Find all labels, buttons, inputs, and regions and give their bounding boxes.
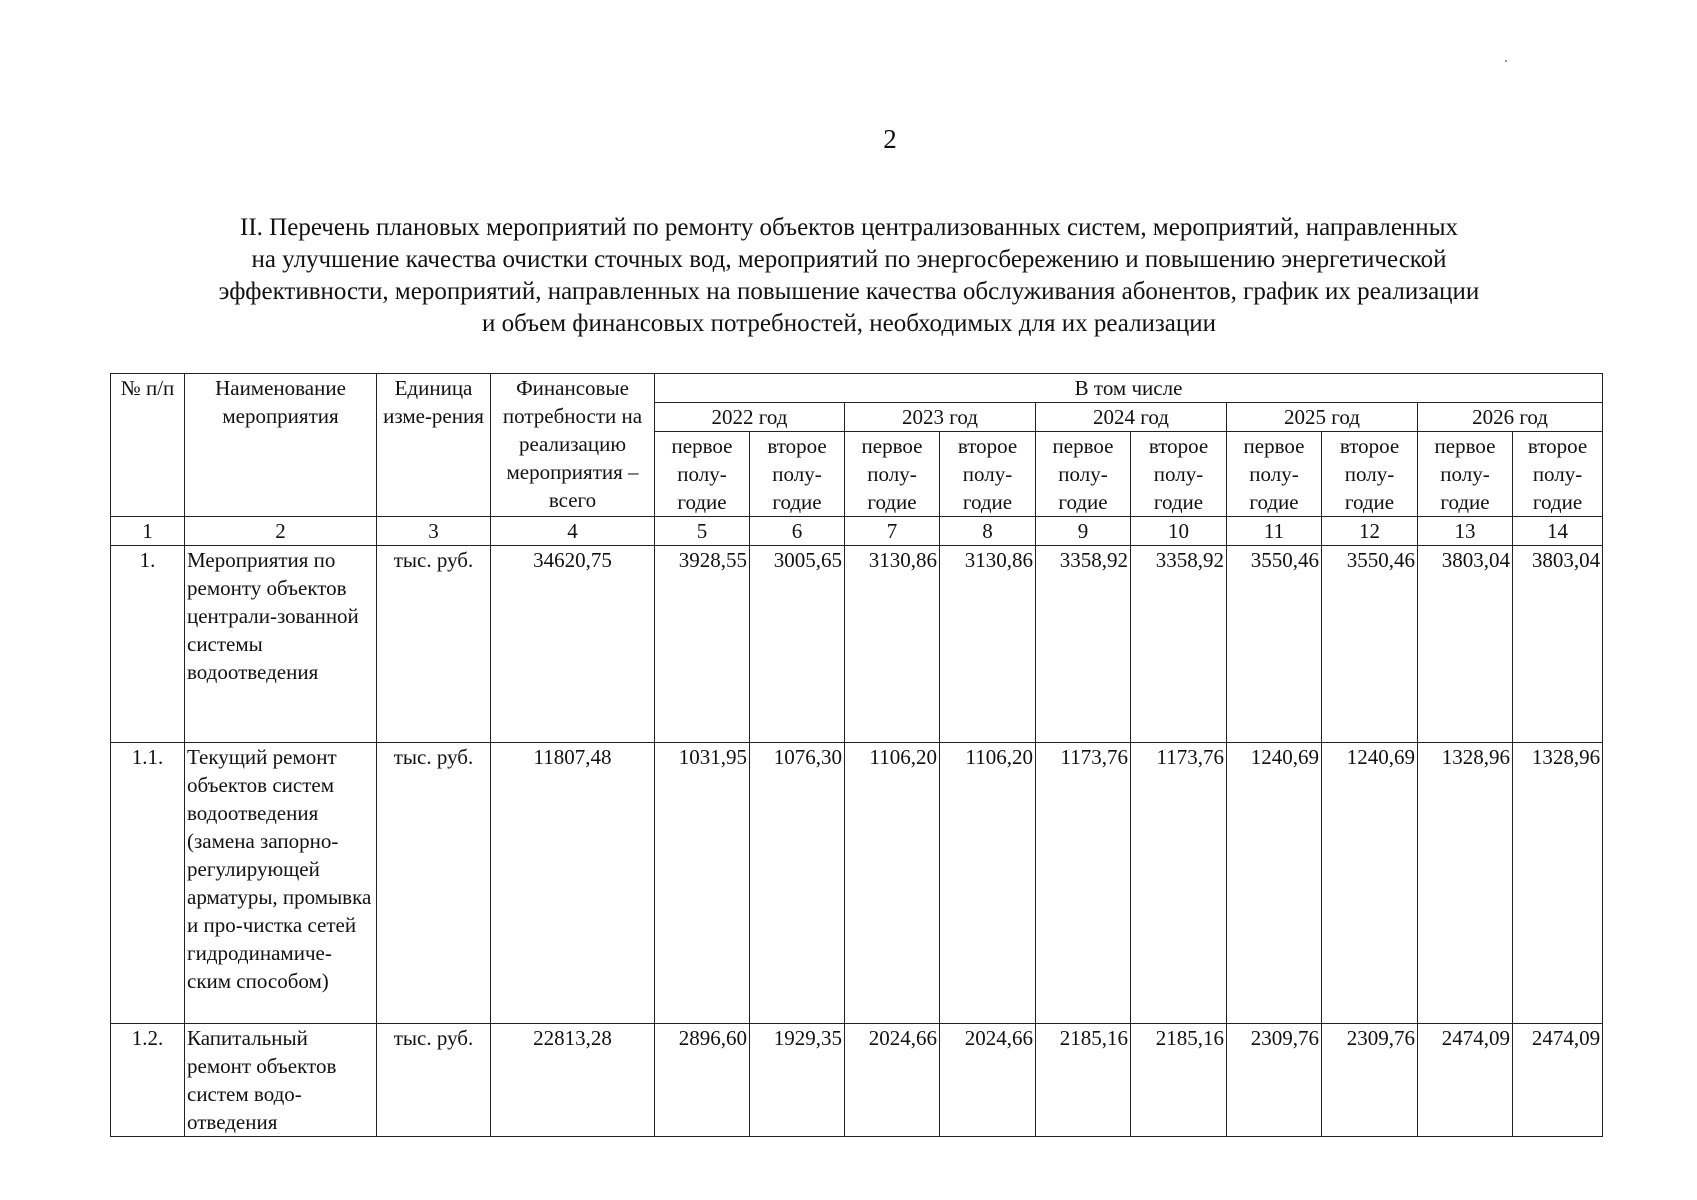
- header-year: 2024 год: [1036, 403, 1227, 432]
- plan-table: [110, 373, 1603, 1137]
- header-total: Финансовые потребности на реализацию мероприятия – всего: [491, 374, 655, 517]
- row-value: 3803,04: [1513, 546, 1603, 743]
- column-number: 14: [1513, 517, 1603, 546]
- column-number: 12: [1322, 517, 1418, 546]
- title-line: на улучшение качества очистки сточных вод, мероприятий по энергосбережению и повышению энергетической: [251, 246, 1447, 273]
- row-value: 2185,16: [1036, 1024, 1131, 1137]
- row-value: 3130,86: [940, 546, 1036, 743]
- header-half-first: первое полу-годие: [655, 432, 750, 517]
- row-value: 3550,46: [1227, 546, 1322, 743]
- row-value: 3358,92: [1131, 546, 1227, 743]
- column-number: 13: [1418, 517, 1513, 546]
- row-value: 2309,76: [1322, 1024, 1418, 1137]
- row-num: 1.: [111, 546, 185, 743]
- row-value: 3130,86: [845, 546, 940, 743]
- column-number: 8: [940, 517, 1036, 546]
- column-number: 7: [845, 517, 940, 546]
- row-total: 11807,48: [491, 743, 655, 1024]
- table-row: [111, 743, 1603, 1024]
- row-value: 1031,95: [655, 743, 750, 1024]
- header-half-first: первое полу-годие: [1418, 432, 1513, 517]
- title-line: эффективности, мероприятий, направленных на повышение качества обслуживания абонентов, график их реализации: [218, 278, 1480, 305]
- document-title: [120, 212, 1578, 340]
- column-number: 10: [1131, 517, 1227, 546]
- column-number: 5: [655, 517, 750, 546]
- row-name: Текущий ремонт объектов систем водоотведения (замена запорно-регулирующей арматуры, промывка и про-чистка сетей гидродинамиче-ским способом): [185, 743, 377, 1024]
- header-name: Наименование мероприятия: [185, 374, 377, 517]
- row-value: 3358,92: [1036, 546, 1131, 743]
- column-number-row: [111, 517, 1603, 546]
- header-half-second: второе полу-годие: [1513, 432, 1603, 517]
- row-value: 2024,66: [940, 1024, 1036, 1137]
- row-name: Капитальный ремонт объектов систем водо-отведения: [185, 1024, 377, 1137]
- table-row: [111, 546, 1603, 743]
- header-unit: Единица изме-рения: [377, 374, 491, 517]
- header-half-first: первое полу-годие: [1227, 432, 1322, 517]
- header-half-first: первое полу-годие: [1036, 432, 1131, 517]
- row-unit: тыс. руб.: [377, 743, 491, 1024]
- row-value: 1929,35: [750, 1024, 845, 1137]
- row-value: 1240,69: [1322, 743, 1418, 1024]
- row-value: 2896,60: [655, 1024, 750, 1137]
- header-half-second: второе полу-годие: [750, 432, 845, 517]
- row-value: 2474,09: [1418, 1024, 1513, 1137]
- row-value: 1106,20: [940, 743, 1036, 1024]
- row-value: 2024,66: [845, 1024, 940, 1137]
- row-value: 2474,09: [1513, 1024, 1603, 1137]
- header-year: 2023 год: [845, 403, 1036, 432]
- table-row: [111, 1024, 1603, 1137]
- column-number: 9: [1036, 517, 1131, 546]
- column-number: 11: [1227, 517, 1322, 546]
- column-number: 3: [377, 517, 491, 546]
- row-total: 34620,75: [491, 546, 655, 743]
- row-value: 1328,96: [1418, 743, 1513, 1024]
- row-value: 3803,04: [1418, 546, 1513, 743]
- row-unit: тыс. руб.: [377, 1024, 491, 1137]
- row-value: 1106,20: [845, 743, 940, 1024]
- column-number: 1: [111, 517, 185, 546]
- page-number: 2: [883, 124, 897, 154]
- title-line: и объем финансовых потребностей, необходимых для их реализации: [481, 310, 1217, 337]
- header-half-second: второе полу-годие: [940, 432, 1036, 517]
- header-half-second: второе полу-годие: [1322, 432, 1418, 517]
- title-line: II. Перечень плановых мероприятий по ремонту объектов централизованных систем, мероприятий, направленных: [240, 214, 1458, 241]
- row-name: Мероприятия по ремонту объектов централи-зованной системы водоотведения: [185, 546, 377, 743]
- row-value: 1240,69: [1227, 743, 1322, 1024]
- column-number: 2: [185, 517, 377, 546]
- header-year: 2026 год: [1418, 403, 1603, 432]
- header-in-total: В том числе: [655, 374, 1603, 403]
- column-number: 4: [491, 517, 655, 546]
- row-unit: тыс. руб.: [377, 546, 491, 743]
- row-value: 3005,65: [750, 546, 845, 743]
- scan-artifact: [1505, 60, 1507, 62]
- column-number: 6: [750, 517, 845, 546]
- row-num: 1.2.: [111, 1024, 185, 1137]
- row-value: 1328,96: [1513, 743, 1603, 1024]
- header-half-second: второе полу-годие: [1131, 432, 1227, 517]
- row-total: 22813,28: [491, 1024, 655, 1137]
- row-value: 1173,76: [1131, 743, 1227, 1024]
- row-value: 2309,76: [1227, 1024, 1322, 1137]
- row-num: 1.1.: [111, 743, 185, 1024]
- row-value: 2185,16: [1131, 1024, 1227, 1137]
- header-half-first: первое полу-годие: [845, 432, 940, 517]
- header-year: 2025 год: [1227, 403, 1418, 432]
- row-value: 1076,30: [750, 743, 845, 1024]
- header-year: 2022 год: [655, 403, 845, 432]
- row-value: 3928,55: [655, 546, 750, 743]
- row-value: 1173,76: [1036, 743, 1131, 1024]
- header-num: № п/п: [111, 374, 185, 517]
- row-value: 3550,46: [1322, 546, 1418, 743]
